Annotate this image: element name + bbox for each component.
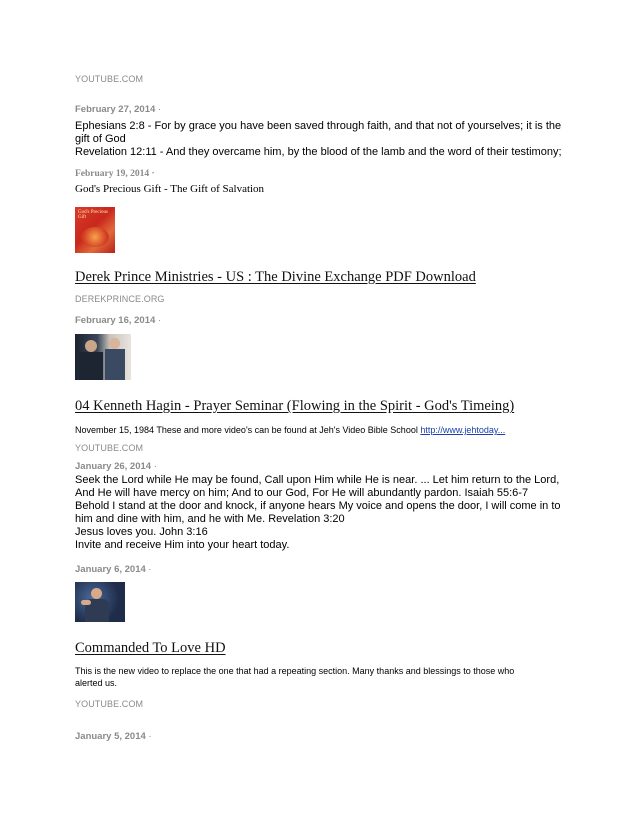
post-date (75, 731, 152, 742)
post-date (75, 461, 157, 472)
post-date (75, 169, 155, 179)
post-title-link[interactable]: Commanded To Love HD (75, 640, 226, 656)
post-line: gift of God (75, 133, 126, 145)
video-link[interactable]: http://www.jehtoday... (420, 425, 506, 435)
post-text: God's Precious Gift - The Gift of Salvation (75, 183, 265, 195)
post-line: Behold I stand at the door and knock, if anyone hears My voice and opens the door, I will come in to (75, 500, 561, 512)
post-date-text: January 5, 2014 (75, 731, 146, 742)
post-date-text: January 26, 2014 (75, 461, 152, 472)
post-line: And He will have mercy on him; And to our God, For He will abundantly pardon. Isaiah 55:6-7 (75, 487, 529, 499)
post-line: Ephesians 2:8 - For by grace you have been saved through faith, and that not of yourselves; it is the (75, 120, 562, 132)
date-separator: · (148, 564, 152, 575)
post-date (75, 104, 161, 115)
person-head (109, 338, 120, 349)
date-separator: · (157, 104, 162, 115)
video-thumbnail[interactable] (75, 334, 131, 380)
post-body (75, 120, 575, 159)
description-text: November 15, 1984 These and more video's can be found at Jeh's Video Bible School (75, 425, 421, 435)
video-thumbnail[interactable] (75, 582, 125, 622)
post-description (75, 424, 595, 436)
person-head (91, 588, 102, 599)
post-body (75, 474, 585, 552)
person-body (105, 349, 125, 380)
description-line: This is the new video to replace the one that had a repeating section. Many thanks and blessings to those who (75, 666, 515, 676)
post-line: him and dine with him, and he with Me. Revelation 3:20 (75, 513, 345, 525)
date-separator: · (151, 169, 155, 179)
post-date (75, 564, 152, 575)
source-label: YOUTUBE.COM (75, 699, 144, 709)
post-line: Revelation 12:11 - And they overcame him, by the blood of the lamb and the word of their testimony; (75, 146, 562, 158)
person-body (79, 352, 103, 380)
person-head (85, 340, 97, 352)
post-line: Invite and receive Him into your heart today. (75, 539, 290, 551)
post-date-text: February 27, 2014 (75, 104, 156, 115)
book-cover-thumbnail[interactable] (75, 207, 115, 253)
description-line: alerted us. (75, 678, 118, 688)
source-label: DEREKPRINCE.ORG (75, 294, 165, 304)
person-hand (81, 600, 91, 605)
post-line: Seek the Lord while He may be found, Call upon Him while He is near. ... Let him return to the Lord, (75, 474, 560, 486)
cover-art (81, 227, 109, 247)
post-title-link[interactable]: 04 Kenneth Hagin - Prayer Seminar (Flowing in the Spirit - God's Timeing) (75, 398, 515, 414)
post-line: Jesus loves you. John 3:16 (75, 526, 208, 538)
date-separator: · (148, 731, 152, 742)
date-separator: · (153, 461, 157, 472)
date-separator: · (157, 315, 162, 326)
post-date-text: January 6, 2014 (75, 564, 146, 575)
thumbnail-caption: God's Precious Gift (78, 210, 108, 220)
post-description (75, 665, 595, 689)
post-date (75, 315, 161, 326)
source-label: YOUTUBE.COM (75, 443, 144, 453)
source-label: YOUTUBE.COM (75, 74, 144, 84)
post-date-text: February 19, 2014 (75, 169, 150, 179)
post-date-text: February 16, 2014 (75, 315, 156, 326)
post-title-link[interactable]: Derek Prince Ministries - US : The Divine Exchange PDF Download (75, 269, 476, 285)
